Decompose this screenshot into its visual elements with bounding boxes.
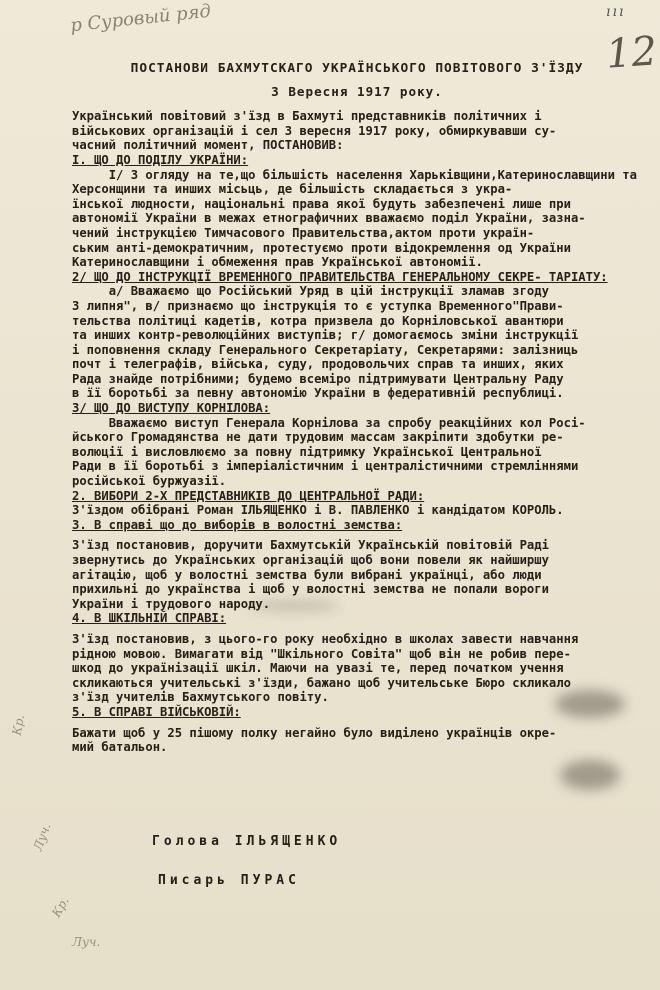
elections-heading: 2. ВИБОРИ 2-Х ПРЕДСТАВНИКІВ ДО ЦЕНТРАЛЬНОЇ РАДИ: [72, 488, 425, 503]
document-title: ПОСТАНОВИ БАХМУТСКАГО УКРАЇНСЬКОГО ПОВІТОВОГО З'ЇЗДУ [130, 61, 584, 76]
section-3-text: Вважаємо виступ Генерала Корнілова за спробу реакційних кол Росі- йського Громадянства не дати трудовим массам закріпити здобутки ре- волюції і висловлюємо за повну підтримку Української Центральної Ради в її боротьбі з імперіалістичним і централістичними стремліннями російської буржуазії. [72, 415, 586, 489]
ink-smudge [555, 690, 625, 718]
military-text: Бажати щоб у 25 пішому полку негайно було виділено українців окре- мий батальон. [72, 725, 557, 755]
margin-pencil-note: Кр. [49, 894, 72, 920]
ink-smudge [250, 600, 340, 612]
school-text: З'їзд постановив, з цього-го року необхідно в школах завести навчання рідною мовою. Вимагати від "Шкільного Совіта" щоб він не робив пере- шкод до українізації шкіл. Маючи на увазі те, перед початком учення скликаються учительські з'їзди, бажано щоб учительське Бюро скликало з'їзд учителів Бахмутського повіту. [72, 631, 579, 705]
clerk-signature-line: Писарь ПУРАС [158, 873, 300, 888]
margin-pencil-note: Луч. [72, 935, 101, 949]
school-heading: 4. В ШКІЛЬНІЙ СПРАВІ: [72, 611, 227, 626]
corner-marks: ııı [606, 4, 626, 20]
margin-pencil-note: Луч. [30, 821, 54, 853]
margin-pencil-note: Кр. [9, 713, 28, 737]
military-heading: 5. В СПРАВІ ВІЙСЬКОВІЙ: [72, 704, 241, 719]
section-3-heading: 3/ ЩО ДО ВИСТУПУ КОРНІЛОВА: [72, 401, 271, 416]
typed-text-body [72, 62, 642, 755]
archive-pencil-note: р Суровый ряд [69, 0, 212, 37]
folio-number: 12 [604, 28, 659, 78]
section-2-text: а/ Вважаємо що Російський Уряд в цій інструкції зламав згоду 3 липня", в/ признаємо що інструкція то є уступка Временного"Прави- тельства політиці кадетів, котра призвела до Корніловської авантюри та инших контр-революційних виступів; г/ домогаємось зміни інструкції і поповнення складу Генерального Секретаріату, Секретарями: залізниць почт і телеграфів, війська, суду, продовольчих справ та инших, яких Рада знайде потрібними; будемо всеміро підтримувати Центральну Раду в її боротьбі за певну автономію України в федеративній республиці. [72, 284, 579, 401]
ink-smudge [560, 760, 620, 790]
elections-text: З'їздом обібрані Роман ІЛЬЯЩЕНКО і В. ПАВЛЕНКО і кандідатом КОРОЛЬ. [72, 503, 564, 518]
section-1-text: I/ З огляду на те,що більшість населення Харьківщини,Катеринославщини та Херсонщини та инших місьць, де більшість складається з укра- їнської людности, національні права якої будуть забезпечені лише при автономії України в межах етнографичних вважаємо поділ України, зазна- чений інструкцією Тимчасового Правительства,актом проти україн- ським анті-демократичним, протестуємо проти відокремлення од України Катеринославщини і обмеження прав Української автономії. [72, 167, 637, 270]
zemstvo-heading: 3. В справі що до виборів в волостні земства: [72, 517, 403, 532]
chairman-signature-line: Голова ІЛЬЯЩЕНКО [152, 834, 342, 849]
section-1-heading: I. ЩО ДО ПОДІЛУ УКРАЇНИ: [72, 152, 249, 167]
document-date: 3 Вересня 1917 року. [271, 83, 443, 99]
zemstvo-text: З'їзд постановив, доручити Бахмутській Українській повітовій Раді звернутись до Українських організацій щоб вони повели як найширшу агітацію, щоб у волостні земства були вибрані українці, або люди прихильні до українства і щоб у волостні земства не попали вороги України і трудового народу. [72, 538, 549, 611]
section-2-heading: 2/ ЩО ДО ІНСТРУКЦІЇ ВРЕМЕННОГО ПРАВИТЕЛЬСТВА ГЕНЕРАЛЬНОМУ СЕКРЕ- ТАРІАТУ: [72, 269, 608, 284]
intro-paragraph: Український повітовий з'їзд в Бахмуті представників політичних і військових організацій і сел 3 вересня 1917 року, обмиркувавши су- часний політичний момент, ПОСТАНОВИВ: [72, 109, 557, 153]
